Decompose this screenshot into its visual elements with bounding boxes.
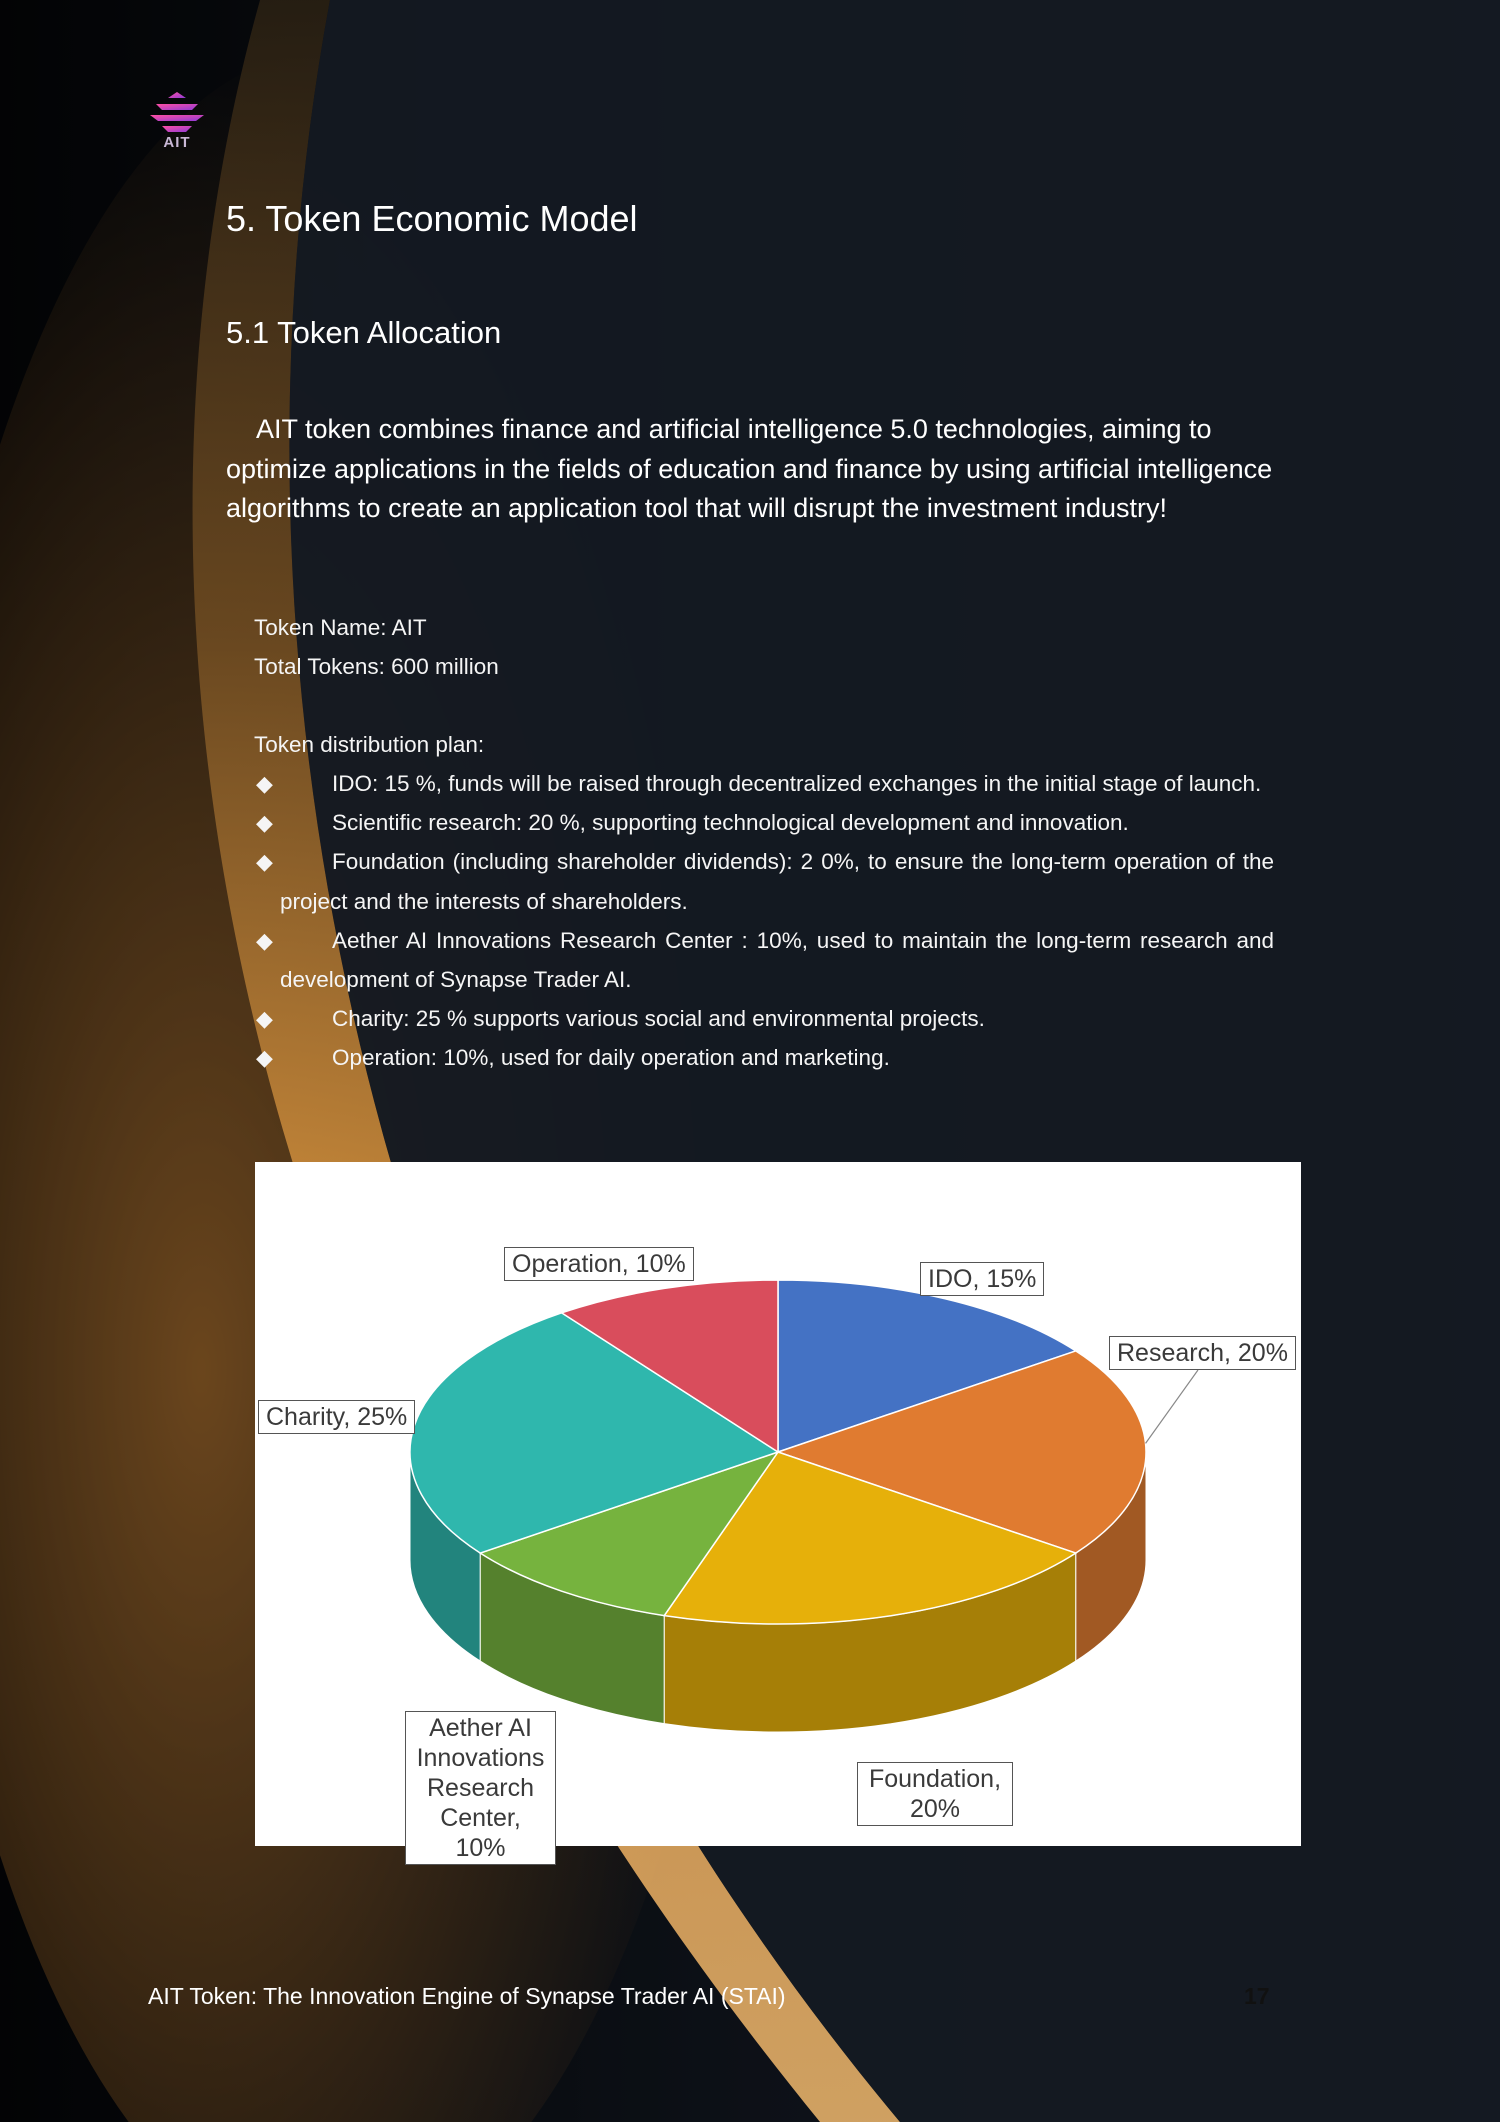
logo-text: AIT bbox=[163, 134, 191, 151]
distribution-list bbox=[254, 764, 1274, 1078]
diamond-icon: ◆ bbox=[256, 810, 273, 836]
chart-label-research: Research, 20% bbox=[1109, 1336, 1296, 1370]
list-item: ◆ Foundation (including shareholder dividends): 2 0%, to ensure the long-term operation of the project and the interests of shareholders. bbox=[254, 842, 1274, 920]
chart-label-ido: IDO, 15% bbox=[920, 1262, 1044, 1296]
total-tokens-text: Total Tokens: 600 million bbox=[254, 654, 499, 679]
chart-label-foundation: Foundation, 20% bbox=[857, 1762, 1013, 1826]
diamond-icon: ◆ bbox=[256, 1006, 273, 1032]
chart-label-operation: Operation, 10% bbox=[504, 1247, 694, 1281]
research-leader-line bbox=[1146, 1370, 1198, 1443]
list-item: ◆ Scientific research: 20 %, supporting technological development and innovation. bbox=[254, 803, 1274, 842]
footer-text: AIT Token: The Innovation Engine of Synapse Trader AI (STAI) bbox=[148, 1983, 786, 2009]
token-name-text: Token Name: AIT bbox=[254, 615, 427, 640]
diamond-icon: ◆ bbox=[256, 771, 273, 796]
list-item: ◆ Charity: 25 % supports various social and environmental projects. bbox=[254, 999, 1274, 1038]
distribution-plan-title: Token distribution plan: bbox=[254, 732, 485, 757]
diamond-icon: ◆ bbox=[256, 849, 273, 875]
intro-paragraph: AIT token combines finance and artificial intelligence 5.0 technologies, aiming to optimize applications in the fields of education and finance by using artificial intelligence algorithms to create an application tool that will disrupt the investment industry! bbox=[226, 414, 1273, 523]
list-item: ◆ Aether AI Innovations Research Center : 10%, used to maintain the long-term research and development of Synapse Trader AI. bbox=[254, 921, 1274, 999]
page-number: 17 bbox=[1244, 1983, 1270, 2009]
pie-chart-panel bbox=[255, 1162, 1301, 1862]
page-title: 5. Token Economic Model bbox=[226, 198, 638, 239]
list-item: ◆ Operation: 10%, used for daily operation and marketing. bbox=[254, 1038, 1274, 1077]
diamond-icon: ◆ bbox=[256, 1045, 273, 1071]
list-item: ◆ IDO: 15 %, funds will be raised through decentralized exchanges in the initial stage of launch. bbox=[254, 764, 1274, 803]
diamond-icon: ◆ bbox=[256, 927, 273, 953]
chart-label-charity: Charity, 25% bbox=[258, 1400, 415, 1434]
chart-label-aether: Aether AI Innovations Research Center, 10% bbox=[405, 1711, 556, 1865]
section-heading: 5.1 Token Allocation bbox=[226, 315, 502, 350]
